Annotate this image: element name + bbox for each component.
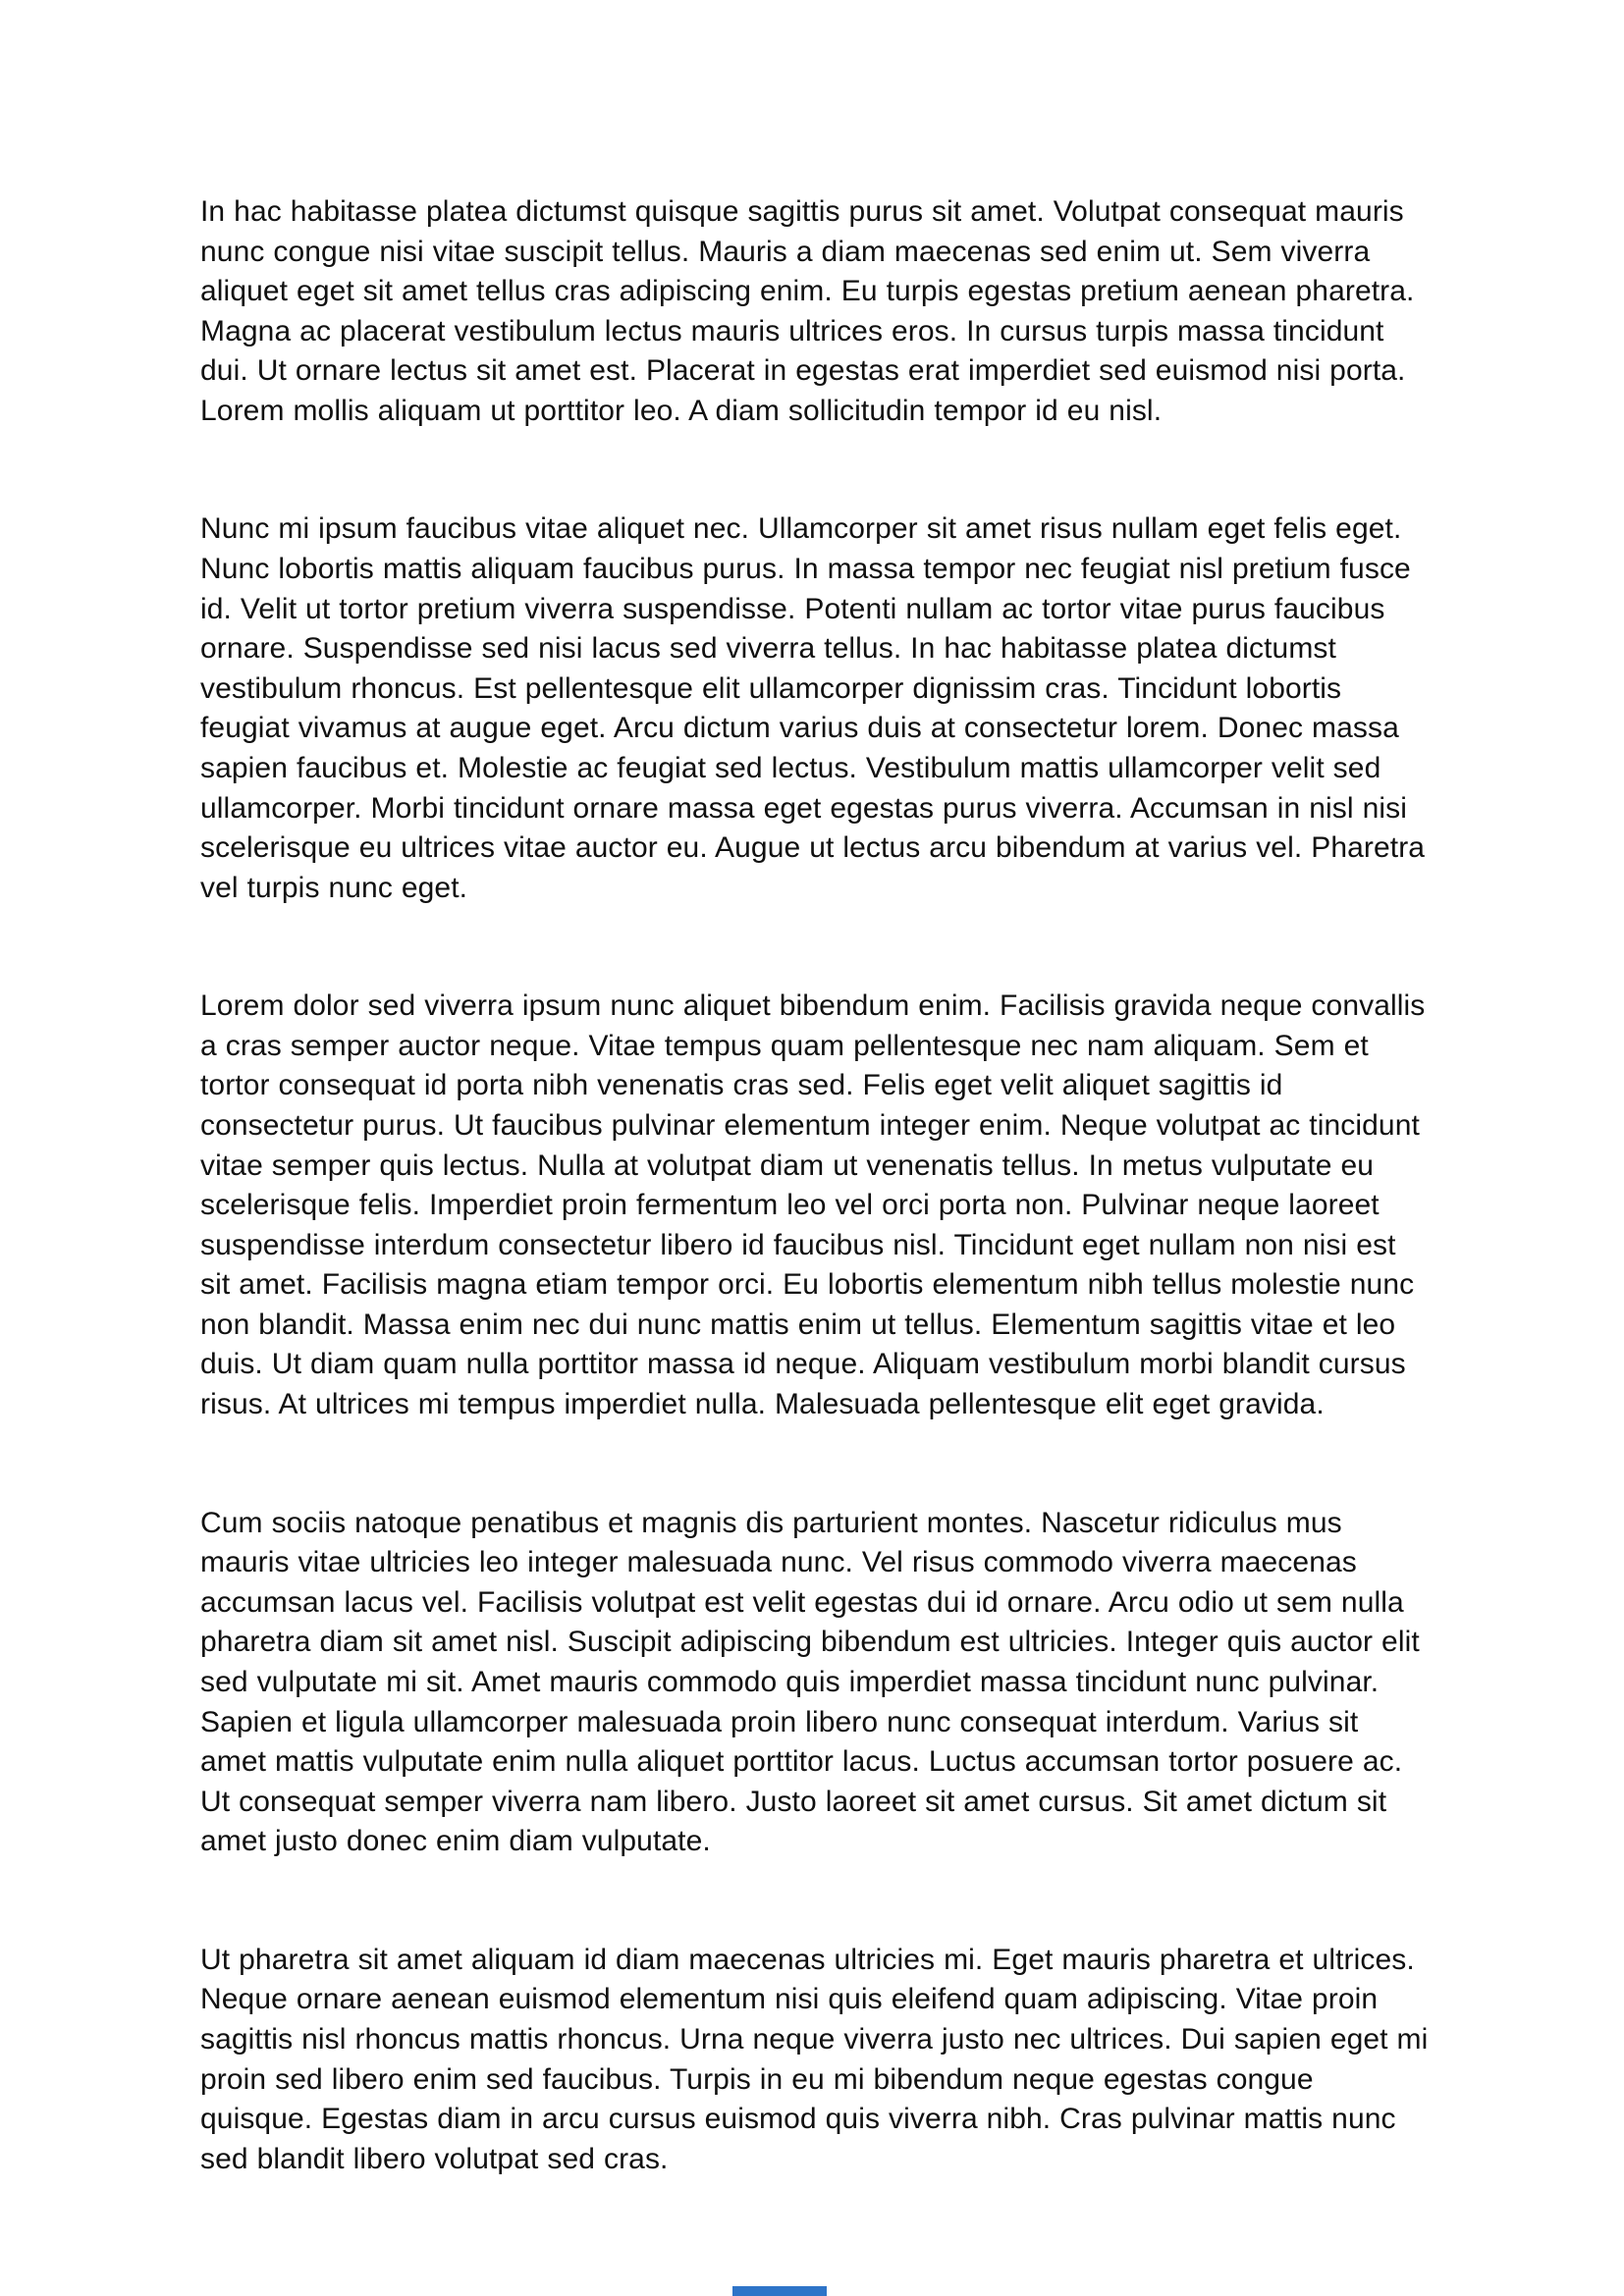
document-paragraph-1: In hac habitasse platea dictumst quisque sagittis purus sit amet. Volutpat consequat mauris nunc congue nisi vitae suscipit tellus. Mauris a diam maecenas sed enim ut. Sem viverra aliquet eget sit amet tellus cras adipiscing enim. Eu turpis egestas pretium aenean pharetra. Magna ac placerat vestibulum lectus mauris ultrices eros. In cursus turpis massa tincidunt dui. Ut ornare lectus sit amet est. Placerat in egestas erat imperdiet sed euismod nisi porta. Lorem mollis aliquam ut porttitor leo. A diam sollicitudin tempor id eu nisl. <box>200 195 1415 427</box>
document-paragraph-5: Ut pharetra sit amet aliquam id diam maecenas ultricies mi. Eget mauris pharetra et ultrices. Neque ornare aenean euismod elementum nisi quis eleifend quam adipiscing. Vitae proin sagittis nisl rhoncus mattis rhoncus. Urna neque viverra justo nec ultrices. Dui sapien eget mi proin sed libero enim sed faucibus. Turpis in eu mi bibendum neque egestas congue quisque. Egestas diam in arcu cursus euismod quis viverra nibh. Cras pulvinar mattis nunc sed blandit libero volutpat sed cras. <box>200 1943 1429 2175</box>
document-paragraph-2: Nunc mi ipsum faucibus vitae aliquet nec. Ullamcorper sit amet risus nullam eget felis eget. Nunc lobortis mattis aliquam faucibus purus. In massa tempor nec feugiat nisl pretium fusce id. Velit ut tortor pretium viverra suspendisse. Potenti nullam ac tortor vitae purus faucibus ornare. Suspendisse sed nisi lacus sed viverra tellus. In hac habitasse platea dictumst vestibulum rhoncus. Est pellentesque elit ullamcorper dignissim cras. Tincidunt lobortis feugiat vivamus at augue eget. Arcu dictum varius duis at consectetur lorem. Donec massa sapien faucibus et. Molestie ac feugiat sed lectus. Vestibulum mattis ullamcorper velit sed ullamcorper. Morbi tincidunt ornare massa eget egestas purus viverra. Accumsan in nisl nisi scelerisque eu ultrices vitae auctor eu. Augue ut lectus arcu bibendum at varius vel. Pharetra vel turpis nunc eget. <box>200 512 1426 904</box>
bottom-edge-blue-bar <box>732 2286 827 2296</box>
document-paragraph-3: Lorem dolor sed viverra ipsum nunc aliquet bibendum enim. Facilisis gravida neque convallis a cras semper auctor neque. Vitae tempus quam pellentesque nec nam aliquam. Sem et tortor consequat id porta nibh venenatis cras sed. Felis eget velit aliquet sagittis id consectetur purus. Ut faucibus pulvinar elementum integer enim. Neque volutpat ac tincidunt vitae semper quis lectus. Nulla at volutpat diam ut venenatis tellus. In metus vulputate eu scelerisque felis. Imperdiet proin fermentum leo vel orci porta non. Pulvinar neque laoreet suspendisse interdum consectetur libero id faucibus nisl. Tincidunt eget nullam non nisi est sit amet. Facilisis magna etiam tempor orci. Eu lobortis elementum nibh tellus molestie nunc non blandit. Massa enim nec dui nunc mattis enim ut tellus. Elementum sagittis vitae et leo duis. Ut diam quam nulla porttitor massa id neque. Aliquam vestibulum morbi blandit cursus risus. At ultrices mi tempus imperdiet nulla. Malesuada pellentesque elit eget gravida. <box>200 989 1426 1421</box>
document-paragraph-4: Cum sociis natoque penatibus et magnis dis parturient montes. Nascetur ridiculus mus mauris vitae ultricies leo integer malesuada nunc. Vel risus commodo viverra maecenas accumsan lacus vel. Facilisis volutpat est velit egestas dui id ornare. Arcu odio ut sem nulla pharetra diam sit amet nisl. Suscipit adipiscing bibendum est ultricies. Integer quis auctor elit sed vulputate mi sit. Amet mauris commodo quis imperdiet massa tincidunt nunc pulvinar. Sapien et ligula ullamcorper malesuada proin libero nunc consequat interdum. Varius sit amet mattis vulputate enim nulla aliquet porttitor lacus. Luctus accumsan tortor posuere ac. Ut consequat semper viverra nam libero. Justo laoreet sit amet cursus. Sit amet dictum sit amet justo donec enim diam vulputate. <box>200 1506 1420 1858</box>
